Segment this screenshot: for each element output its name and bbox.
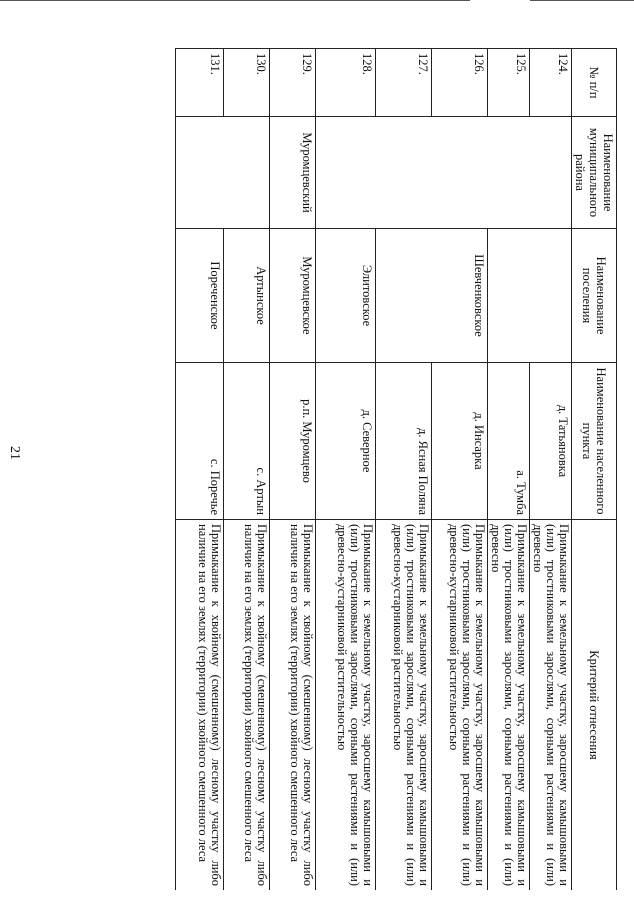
row-num: 124. (530, 49, 572, 117)
district-cell (176, 117, 270, 229)
table-row (530, 49, 572, 891)
criterion-cell: Примыкание к хвойному (смешенному) лесному участку либо наличие на его землях (территории) хвойного смешенного леса (224, 520, 270, 891)
header-criterion: Критерий отнесения (572, 520, 617, 891)
criterion-cell: Примыкание к хвойному (смешенному) лесному участку либо наличие на его землях (территории) хвойного смешенного леса (270, 520, 316, 891)
row-num: 127. (376, 49, 432, 117)
locality-cell: д. Ясная Поляна (376, 363, 432, 520)
criteria-table (175, 48, 617, 890)
settlement-cell: Пореченское (176, 229, 224, 363)
criterion-cell: Примыкание к земельному участку, заросшему камышовыми и (или) тростниковыми зарослями, сорными растениями и (или) древесно-кустарниковой растительностью (376, 520, 432, 891)
district-cell: Муромцевский (270, 117, 316, 229)
scan-edge-line (530, 0, 634, 1)
page-number: 21 (7, 446, 22, 460)
table-container (57, 48, 617, 890)
row-num: 129. (270, 49, 316, 117)
scan-edge-line (0, 0, 470, 1)
locality-cell: д. Инсарка (432, 363, 488, 520)
table-row (270, 49, 316, 891)
locality-cell: р.п. Муромцево (270, 363, 316, 520)
settlement-cell (488, 229, 572, 363)
locality-cell: с. Артын (224, 363, 270, 520)
row-num: 128. (316, 49, 376, 117)
locality-cell: д. Северное (316, 363, 376, 520)
criterion-cell: Примыкание к земельному участку, заросшему камышовыми и (или) тростниковыми зарослями, сорными растениями и (или) древесно-кустарниковой растительностью (316, 520, 376, 891)
criterion-cell: Примыкание к земельному участку, заросшему камышовыми и (или) тростниковыми зарослями, сорными растениями и (или) древесно-кустарниковой растительностью (432, 520, 488, 891)
table-row (224, 49, 270, 891)
locality-cell: а. Тумба (488, 363, 530, 520)
header-settlement: Наименование поселения (572, 229, 617, 363)
criterion-cell: Примыкание к хвойному (смешенному) лесному участку либо наличие на его землях (территории) хвойного смешенного леса (176, 520, 224, 891)
locality-cell: с. Поречье (176, 363, 224, 520)
settlement-cell: Муромцевское (270, 229, 316, 363)
table-header-row (572, 49, 617, 891)
locality-cell: д. Татьяновка (530, 363, 572, 520)
header-district: Наименование муниципального района (572, 117, 617, 229)
header-num: № п/п (572, 49, 617, 117)
criterion-cell: Примыкание к земельному участку, заросшему камышовыми и (или) тростниковыми зарослями, сорными растениями и (или) древесно (488, 520, 530, 891)
criterion-cell: Примыкание к земельному участку, заросшему камышовыми и (или) тростниковыми зарослями, сорными растениями и (или) древесно (530, 520, 572, 891)
settlement-cell: Элитовское (316, 229, 376, 363)
row-num: 130. (224, 49, 270, 117)
row-num: 125. (488, 49, 530, 117)
settlement-cell: Артынское (224, 229, 270, 363)
settlement-cell: Шевченковское (376, 229, 488, 363)
row-num: 131. (176, 49, 224, 117)
rotated-table-frame (57, 48, 617, 890)
district-cell (316, 117, 572, 229)
header-locality: Наименование населенного пункта (572, 363, 617, 520)
row-num: 126. (432, 49, 488, 117)
